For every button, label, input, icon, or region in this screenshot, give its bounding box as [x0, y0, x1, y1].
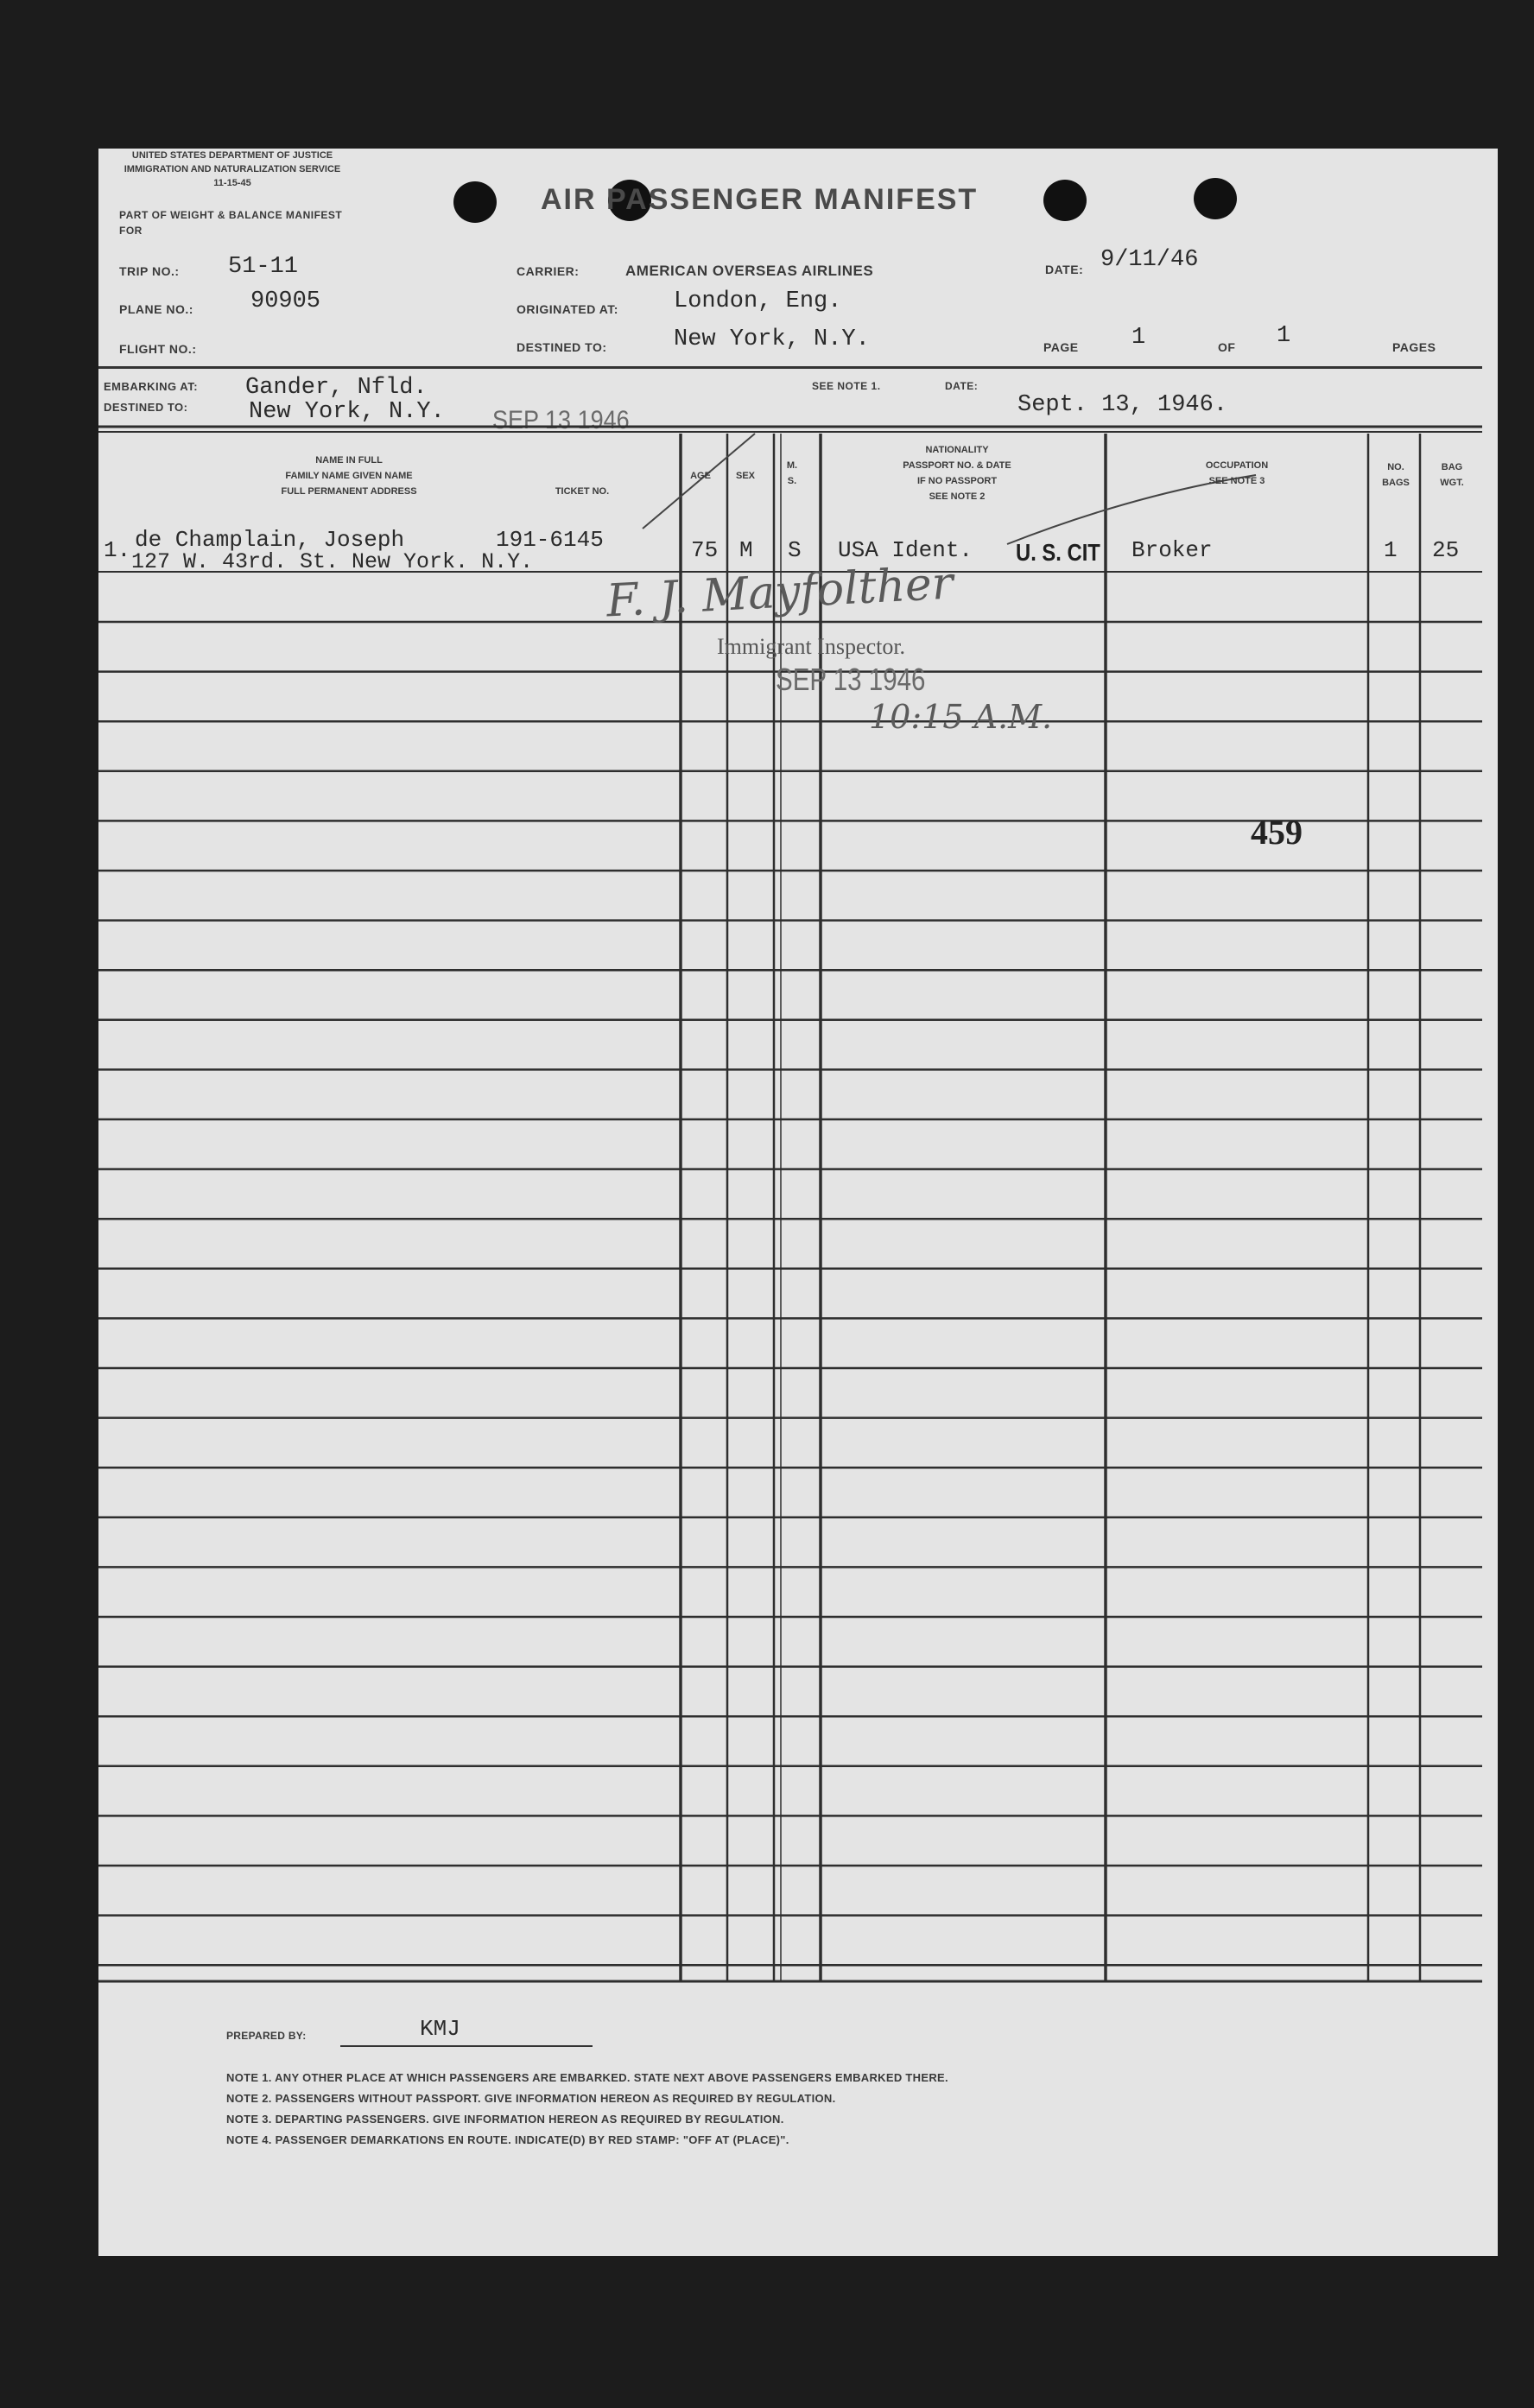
passenger-occupation: Broker: [1131, 537, 1213, 563]
plane-label: PLANE NO.:: [119, 302, 193, 316]
col-header-age: AGE: [690, 471, 711, 481]
plane-value: 90905: [250, 288, 321, 314]
passenger-bag-weight: 25: [1432, 537, 1460, 563]
see-note-label: SEE NOTE 1.: [812, 380, 881, 392]
note-1: NOTE 1. ANY OTHER PLACE AT WHICH PASSENGERS ARE EMBARKED. STATE NEXT ABOVE PASSENGERS EMBARKED THERE.: [226, 2071, 948, 2084]
ticket-number: 191-6145: [496, 527, 604, 553]
trip-label: TRIP NO.:: [119, 264, 180, 278]
agency-line-1: UNITED STATES DEPARTMENT OF JUSTICE: [131, 150, 333, 161]
page-label: PAGE: [1043, 340, 1079, 354]
carrier-label: CARRIER:: [517, 264, 580, 278]
passenger-age: 75: [691, 537, 719, 563]
agency-line-3: 11-15-45: [213, 178, 251, 188]
prepared-label: PREPARED BY:: [226, 2030, 307, 2042]
of-label: OF: [1218, 340, 1236, 354]
embark-value: Gander, Nfld.: [245, 375, 428, 401]
passenger-name: de Champlain, Joseph: [135, 527, 405, 553]
embark-label: EMBARKING AT:: [104, 380, 199, 393]
passenger-sex: M: [739, 537, 753, 563]
prepared-underline: [340, 2045, 593, 2047]
note-4: NOTE 4. PASSENGER DEMARKATIONS EN ROUTE. INDICATE(D) BY RED STAMP: "OFF AT (PLACE)".: [226, 2133, 789, 2146]
embark-date-value: Sept. 13, 1946.: [1017, 392, 1228, 418]
carrier-value: AMERICAN OVERSEAS AIRLINES: [625, 263, 874, 279]
form-note: PART OF WEIGHT & BALANCE MANIFEST FOR: [119, 209, 343, 237]
page-number: 459: [1251, 813, 1303, 852]
col-header-bagwgt: BAG WGT.: [1440, 462, 1464, 488]
prepared-value: KMJ: [420, 2016, 460, 2042]
embark-dest-label: DESTINED TO:: [104, 401, 188, 414]
col-header-name: NAME IN FULL FAMILY NAME GIVEN NAME FULL PERMANENT ADDRESS: [281, 455, 417, 497]
col-header-nationality: NATIONALITY PASSPORT NO. & DATE IF NO PASSPORT SEE NOTE 2: [903, 445, 1011, 502]
inspection-stamp-date: SEP 13 1946: [776, 662, 926, 697]
page-value: 1: [1131, 325, 1146, 351]
dest-label: DESTINED TO:: [517, 340, 607, 354]
inspection-time: 10:15 A.M.: [869, 698, 1053, 736]
col-header-occupation: OCCUPATION SEE NOTE 3: [1205, 460, 1269, 486]
note-3: NOTE 3. DEPARTING PASSENGERS. GIVE INFORMATION HEREON AS REQUIRED BY REGULATION.: [226, 2113, 784, 2126]
flight-label: FLIGHT NO.:: [119, 342, 197, 356]
passenger-address: 127 W. 43rd. St. New York. N.Y.: [131, 549, 534, 574]
col-header-bags: NO. BAGS: [1382, 462, 1410, 488]
manifest-sheet: [98, 149, 1498, 2256]
embark-stamp: SEP 13 1946: [492, 406, 630, 434]
date-value: 9/11/46: [1100, 247, 1199, 273]
row-number: 1.: [104, 537, 131, 563]
embark-date-label: DATE:: [945, 380, 979, 392]
dest-value: New York, N.Y.: [674, 326, 870, 352]
embark-dest-value: New York, N.Y.: [249, 399, 445, 425]
page-title: AIR PASSENGER MANIFEST: [541, 183, 979, 216]
trip-value: 51-11: [228, 254, 299, 280]
note-2: NOTE 2. PASSENGERS WITHOUT PASSPORT. GIVE INFORMATION HEREON AS REQUIRED BY REGULATION.: [226, 2092, 836, 2105]
date-label: DATE:: [1045, 263, 1084, 276]
col-header-sex: SEX: [735, 471, 755, 481]
passenger-marital-status: S: [788, 537, 802, 563]
inspector-role: Immigrant Inspector.: [717, 634, 906, 659]
col-header-ticket: TICKET NO.: [555, 486, 610, 497]
passenger-bags: 1: [1384, 537, 1398, 563]
origin-label: ORIGINATED AT:: [517, 302, 618, 316]
passenger-nationality: USA Ident.: [838, 537, 973, 563]
agency-line-2: IMMIGRATION AND NATURALIZATION SERVICE: [124, 164, 341, 174]
nationality-stamp: U. S. CIT: [1016, 539, 1100, 566]
col-header-ms: M. S.: [786, 460, 798, 486]
inspector-signature: F. J. Mayfolther: [605, 557, 955, 628]
of-value: 1: [1277, 323, 1291, 349]
pages-label: PAGES: [1392, 340, 1436, 354]
origin-value: London, Eng.: [674, 288, 842, 314]
